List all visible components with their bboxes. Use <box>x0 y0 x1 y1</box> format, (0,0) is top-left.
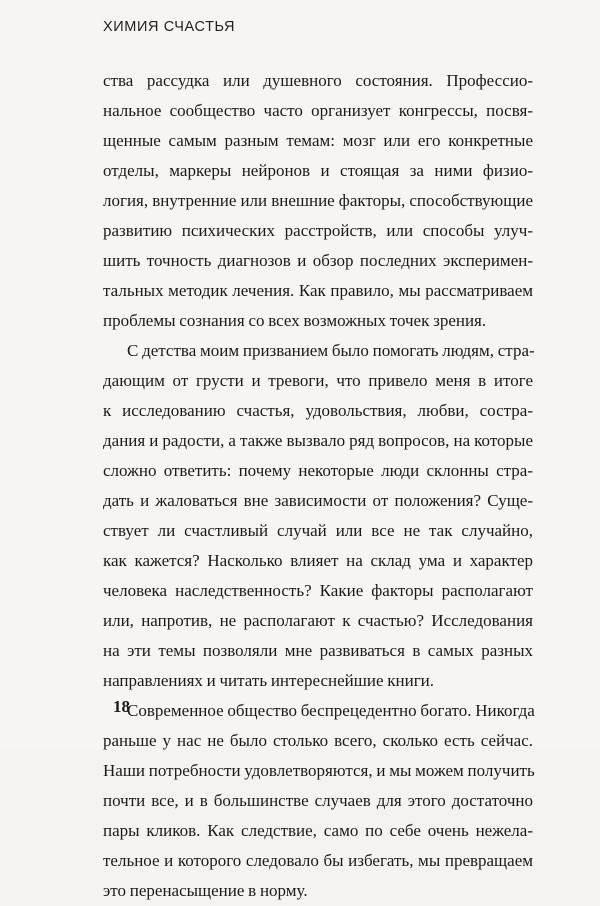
paragraph-3 <box>103 696 533 906</box>
text-line: на эти темы позволяли мне развиваться в самых разных <box>103 641 533 660</box>
text-line: проблемы сознания со всех возможных точек зрения. <box>103 311 487 330</box>
paragraph-2 <box>103 336 533 696</box>
text-line: тельное и которого следовало бы избегать, мы превращаем <box>103 851 533 870</box>
text-line: к исследованию счастья, удовольствия, любви, состра- <box>103 401 533 420</box>
page-number: 18 <box>113 697 130 716</box>
text-line: направлениях и читать интереснейшие книги. <box>103 671 435 690</box>
text-line: дания и радости, а также вызвало ряд вопросов, на которые <box>103 431 533 450</box>
text-line: сложно ответить: почему некоторые люди склонны стра- <box>103 461 533 480</box>
text-line: почти все, и в большинстве случаев для этого достаточно <box>103 791 533 810</box>
text-line: раньше у нас не было столько всего, сколько есть сейчас. <box>103 731 533 750</box>
text-line: С детства моим призванием было помогать людям, стра- <box>127 341 535 360</box>
text-line: как кажется? Насколько влияет на склад ума и характер <box>103 551 533 570</box>
text-line: дающим от грусти и тревоги, что привело меня в итоге <box>103 371 533 390</box>
text-line: развитию психических расстройств, или способы улуч- <box>103 221 533 240</box>
text-line: шить точность диагнозов и обзор последних эксперимен- <box>103 251 533 270</box>
text-line: или, напротив, не располагают к счастью? Исследования <box>103 611 533 630</box>
paragraph-1 <box>103 66 533 336</box>
text-line: тальных методик лечения. Как правило, мы рассматриваем <box>103 281 533 300</box>
text-line: Современное общество беспрецедентно богато. Никогда <box>127 701 535 720</box>
text-line: это перенасыщение в норму. <box>103 881 308 900</box>
text-line: пары кликов. Как следствие, само по себе очень нежела- <box>103 821 533 840</box>
text-line: человека наследственность? Какие факторы располагают <box>103 581 533 600</box>
text-line: щенные самым разным темам: мозг или его конкретные <box>103 131 533 150</box>
text-line: ствует ли счастливый случай или все не так случайно, <box>103 521 533 540</box>
text-line: дать и жаловаться вне зависимости от положения? Суще- <box>103 491 533 510</box>
text-line: нальное сообщество часто организует конгрессы, посвя- <box>103 101 533 120</box>
text-line: Наши потребности удовлетворяются, и мы можем получить <box>103 761 535 780</box>
text-line: отделы, маркеры нейронов и стоящая за ними физио- <box>103 161 533 180</box>
body-text <box>103 66 533 906</box>
running-title: ХИМИЯ СЧАСТЬЯ <box>103 19 236 35</box>
text-line: логия, внутренние или внешние факторы, способствующие <box>103 191 533 210</box>
text-line: ства рассудка или душевного состояния. Профессио- <box>103 71 533 90</box>
